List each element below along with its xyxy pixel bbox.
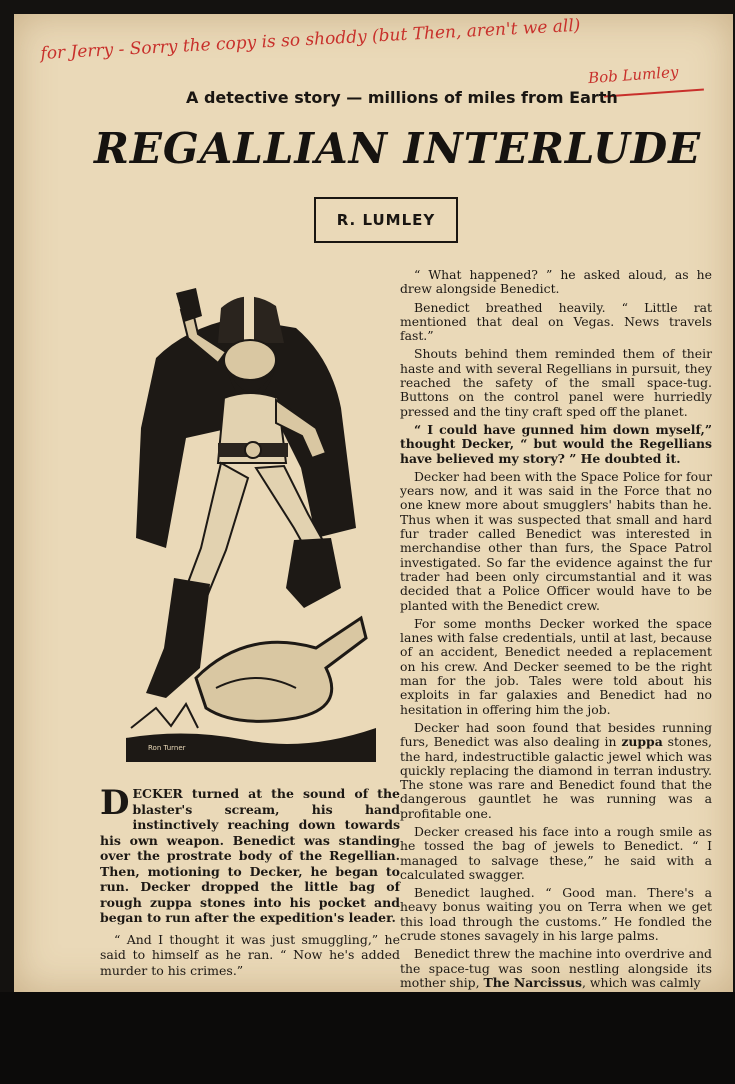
right-paragraph-9: Benedict laughed. “ Good man. There's a heavy bonus waiting you on Terra when we get this load through the customs.” He fondled the crude stones savagely in his large palms. xyxy=(400,885,712,944)
right-paragraph-7: Decker had soon found that besides running furs, Benedict was also dealing in zuppa stones, the hard, indestructible galactic jewel which was quickly replacing the diamond in terran industry. The stone was rare and Benedict found that the dangerous gauntlet he was running was a profitable one. xyxy=(400,719,712,821)
illustration-blaster xyxy=(176,288,202,322)
illustration-boot-right xyxy=(286,538,341,608)
left-paragraph-2: “ And I thought it was just smuggling,” he said to himself as he ran. “ Now he's added murder to his crimes.” xyxy=(100,931,400,978)
right-paragraph-5: Decker had been with the Space Police for four years now, and it was said in the Force that no one knew more about smugglers' habits than he. Thus when it was suspected that small and hard fur trader called Benedict was interested in merchandise other than furs, the Space Patrol investigated. So far the evidence against the fur trader had been only circumstantial and it was decided that a Police Officer would have to be planted with the Benedict crew. xyxy=(400,468,712,613)
story-tagline: A detective story — millions of miles from Earth xyxy=(186,88,618,107)
author-name: R. LUMLEY xyxy=(336,211,436,229)
handwritten-inscription: for Jerry - Sorry the copy is so shoddy (but Then, aren't we all) xyxy=(40,15,581,64)
opening-paragraph xyxy=(100,783,400,926)
opening-paragraph-text: ECKER turned at the sound of the blaster's scream, his hand instinctively reaching down towards his own weapon. Benedict was standing over the prostrate body of the Regellian. Then, motioning to Decker, he began to run. Decker dropped the little bag of rough zuppa stones into his pocket and began to run after the expedition's leader. xyxy=(100,786,400,925)
right-paragraph-3: Shouts behind them reminded them of their haste and with several Regellians in pursuit, they reached the safety of the small space-tug. Buttons on the control panel were hurriedly pressed and the tiny craft sped off the planet. xyxy=(400,346,712,419)
scan-background xyxy=(0,992,735,1084)
signature-underline xyxy=(604,89,704,98)
drop-cap: D xyxy=(100,783,130,823)
illustration-fallen-alien xyxy=(196,618,366,721)
left-column xyxy=(100,783,400,978)
right-paragraph-6: For some months Decker worked the space lanes with false credentials, until at last, because of an accident, Benedict needed a replacement on his crew. And Decker seemed to be the right man for the job. Tales were told about his exploits in far galaxies and Benedict had no hesitation in offering him the job. xyxy=(400,615,712,717)
zuppa-term: zuppa xyxy=(621,734,663,750)
right-column xyxy=(400,268,712,992)
right-paragraph-10: Benedict threw the machine into overdrive and the space-tug was soon nestling alongside its mother ship, The Narcissus, which was calmly xyxy=(400,946,712,990)
story-title: REGALLIAN INTERLUDE xyxy=(94,124,702,173)
right-paragraph-8: Decker creased his face into a rough smile as he tossed the bag of jewels to Benedict. “ I managed to salvage these,” he said with a calculated swagger. xyxy=(400,823,712,882)
right-paragraph-1: “ What happened? ” he asked aloud, as he drew alongside Benedict. xyxy=(400,267,712,297)
author-box xyxy=(314,197,458,243)
ship-name: The Narcissus xyxy=(483,974,582,990)
handwritten-signature: Bob Lumley xyxy=(587,62,679,88)
illustration-artist-signature: Ron Turner xyxy=(148,744,186,752)
space-pirate-illustration xyxy=(126,288,376,762)
right-paragraph-2: Benedict breathed heavily. “ Little rat mentioned that deal on Vegas. News travels fast.” xyxy=(400,299,712,344)
right-paragraph-4: “ I could have gunned him down myself,” thought Decker, “ but would the Regellians have believed my story? ” He doubted it. xyxy=(400,421,712,466)
magazine-page xyxy=(14,14,733,992)
